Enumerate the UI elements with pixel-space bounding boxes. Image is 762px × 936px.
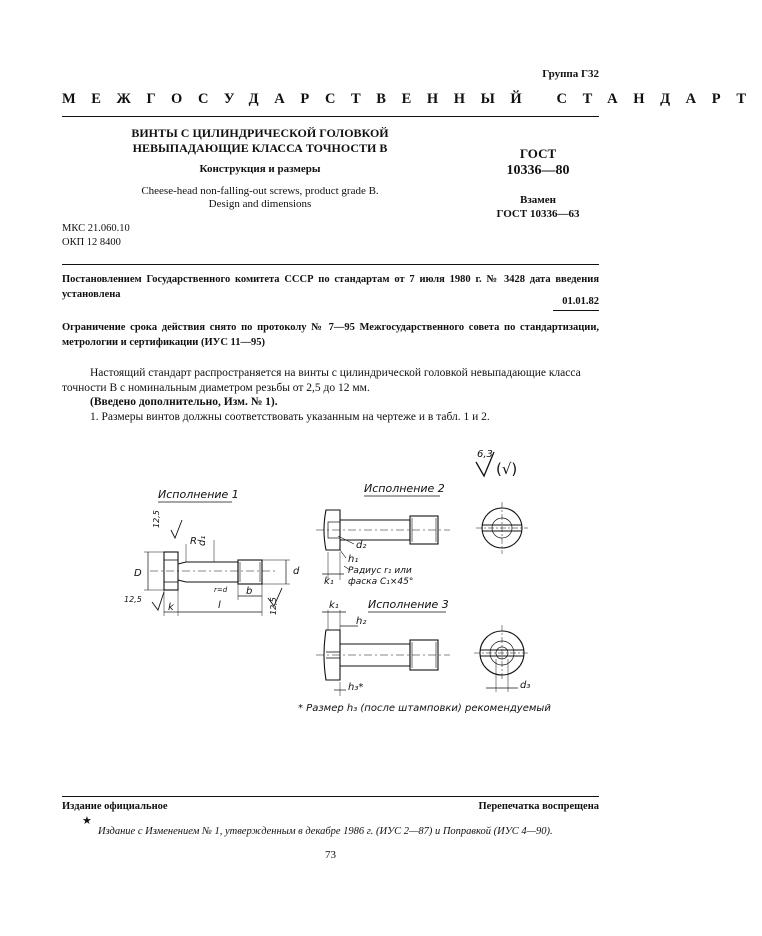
version-2-label: Исполнение 2 xyxy=(364,482,445,495)
technical-drawing xyxy=(0,440,661,720)
dim-d-label: d xyxy=(293,566,300,577)
dim-k-label: k xyxy=(168,602,174,613)
dim-d3-label: d₃ xyxy=(520,680,531,691)
header-rule xyxy=(62,116,599,117)
rough-label-v1-top: 12,5 xyxy=(152,510,161,528)
title-en-line1: Cheese-head non-falling-out screws, product grade B. xyxy=(141,185,379,197)
dim-k1-label: k₁ xyxy=(324,576,334,587)
page-number: 73 xyxy=(325,849,336,861)
okp-code: ОКП 12 8400 xyxy=(62,237,121,248)
dim-h1-label: h₁ xyxy=(348,554,359,565)
title-ru-line1: ВИНТЫ С ЦИЛИНДРИЧЕСКОЙ ГОЛОВКОЙ xyxy=(131,126,389,140)
star-icon: ★ xyxy=(82,815,92,827)
dim-l-label: l xyxy=(218,600,221,611)
dim-k1-v3-label: k₁ xyxy=(329,600,339,611)
rough-label-v1-right: 12,5 xyxy=(269,597,278,615)
radius-note-line2: фаска C₁×45° xyxy=(348,577,414,587)
dim-r-label: r=d xyxy=(214,586,228,594)
title-ru-subtitle: Конструкция и размеры xyxy=(199,163,321,175)
version-3-side-view xyxy=(316,610,450,696)
drawing-footnote: * Размер h₃ (после штамповки) рекомендуемый xyxy=(298,703,551,714)
dim-R-label: R xyxy=(190,536,197,547)
dim-D-label: D xyxy=(134,568,142,579)
decree-date: 01.01.82 xyxy=(562,296,599,307)
footer-rule xyxy=(62,796,599,797)
replaces-label: Взамен xyxy=(520,194,556,206)
screw-drawing-svg xyxy=(0,440,661,720)
document-title-block xyxy=(120,126,400,211)
body-paragraph-1: Настоящий стандарт распространяется на винты с цилиндрической головкой невыпадающие класса точности В с номинальным диаметром резьбы от 2,5 до 12 мм. xyxy=(62,367,581,394)
version-3-label: Исполнение 3 xyxy=(368,598,449,611)
gost-number: 10336—80 xyxy=(506,163,570,178)
body-text xyxy=(62,366,599,424)
standard-type-title: МЕЖГОСУДАРСТВЕННЫЙ СТАНДАРТ xyxy=(62,91,762,107)
official-edition-label: Издание официальное xyxy=(62,801,168,812)
title-ru-line2: НЕВЫПАДАЮЩИЕ КЛАССА ТОЧНОСТИ В xyxy=(132,141,388,155)
version-1-label: Исполнение 1 xyxy=(158,488,239,501)
reprint-prohibited-label: Перепечатка воспрещена xyxy=(478,801,599,812)
dim-d2-label: d₂ xyxy=(356,540,367,551)
dim-b-label: b xyxy=(246,586,253,597)
mks-code: МКС 21.060.10 xyxy=(62,223,130,234)
replaces-gost: ГОСТ 10336—63 xyxy=(496,208,580,220)
group-code: Группа Г32 xyxy=(542,68,599,80)
classification-codes xyxy=(62,222,130,250)
section-rule xyxy=(62,264,599,265)
decree-text: Постановлением Государственного комитета СССР по стандартам от 7 июля 1980 г. № 3428 дата введения установлена xyxy=(62,274,599,300)
edition-note: Издание с Изменением № 1, утвержденным в декабре 1986 г. (ИУС 2—87) и Поправкой (ИУС 4—90). xyxy=(98,826,553,837)
roughness-value-label: 6,3 xyxy=(477,449,493,460)
limit-note: Ограничение срока действия снято по протоколу № 7—95 Межгосударственного совета по стандартизации, метрологии и сертификации (ИУС 11—95) xyxy=(62,322,599,348)
roughness-paren-label: (√) xyxy=(496,460,518,478)
version-2-end-view xyxy=(476,502,528,554)
dim-h3-label: h₃* xyxy=(348,682,364,693)
title-en-line2: Design and dimensions xyxy=(208,198,312,210)
date-underline xyxy=(553,310,599,311)
body-paragraph-2: (Введено дополнительно, Изм. № 1). xyxy=(90,396,278,408)
body-paragraph-3: 1. Размеры винтов должны соответствовать указанным на чертеже и в табл. 1 и 2. xyxy=(90,410,490,423)
roughness-symbol-general xyxy=(476,449,517,478)
gost-number-block xyxy=(486,146,590,221)
dim-h2-label: h₂ xyxy=(356,616,367,627)
dim-d1-label: d₁ xyxy=(197,535,208,546)
gost-label: ГОСТ xyxy=(519,146,557,161)
radius-note-line1: Радиус r₁ или xyxy=(348,566,412,576)
rough-label-v1-left: 12,5 xyxy=(124,595,142,604)
